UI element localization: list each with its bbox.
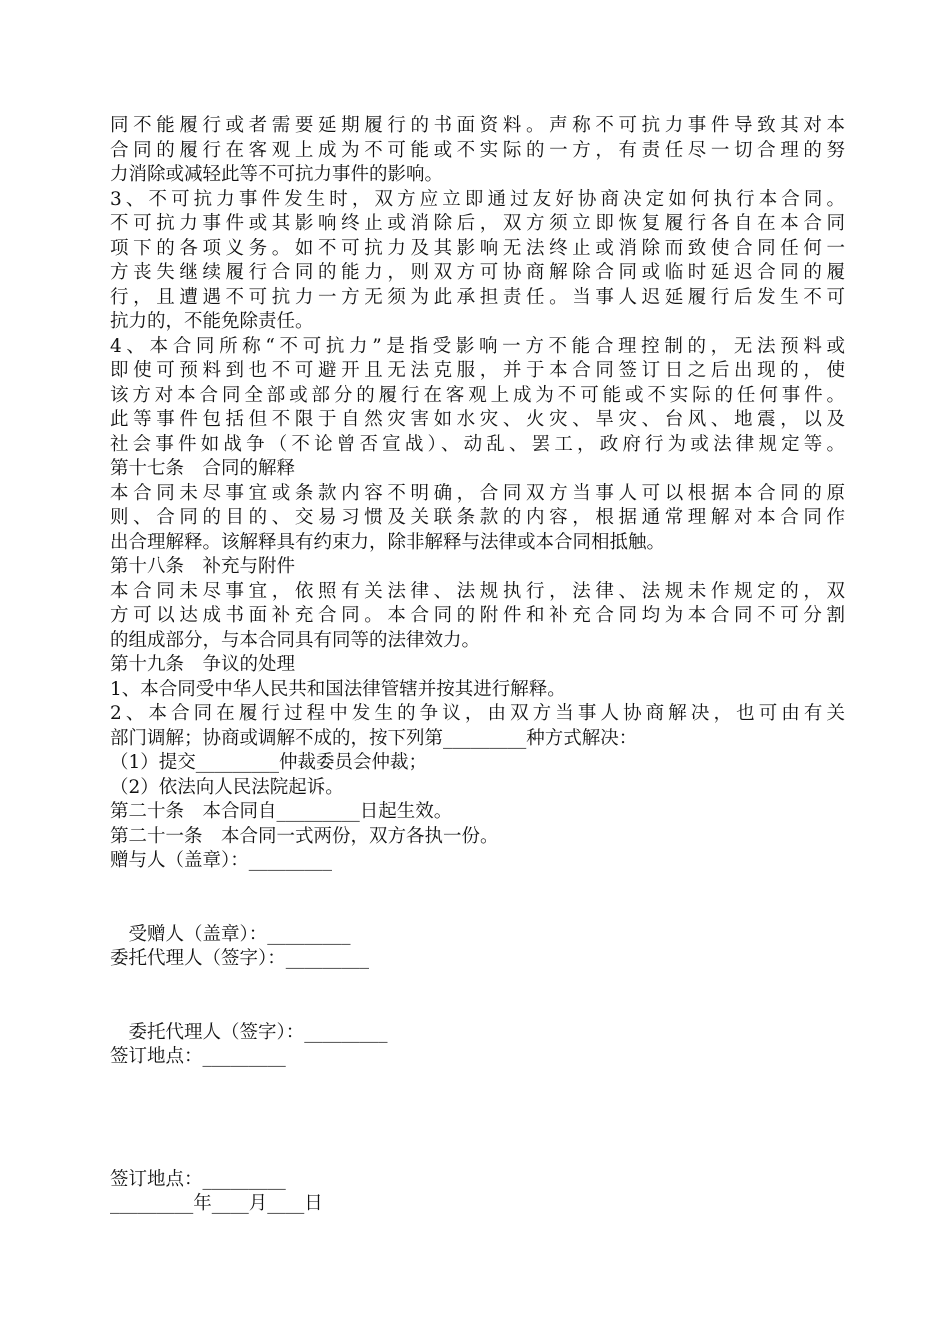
text-line: 1、本合同受中华人民共和国法律管辖并按其进行解释。: [110, 678, 566, 700]
agent-signature-line: 委托代理人（签字）：_________: [110, 948, 370, 969]
text-line: 部门调解；协商或调解不成的，按下列第_________种方式解决：: [110, 727, 638, 749]
text-line: 则、合同的目的、交易习惯及关联条款的内容，根据通常理解对本合同作: [110, 507, 845, 528]
agent-signature-line: 委托代理人（签字）：_________: [110, 1021, 388, 1043]
article-heading: 第二十一条 本合同一式两份，双方各执一份。: [110, 825, 499, 847]
spacer: [110, 972, 845, 1021]
text-line: 本合同未尽事宜，依照有关法律、法规执行，法律、法规未作规定的，双: [110, 580, 845, 602]
text-line: 合同的履行在客观上成为不可能或不实际的一方，有责任尽一切合理的努: [110, 139, 845, 161]
text-line: 的组成部分，与本合同具有同等的法律效力。: [110, 629, 481, 651]
article-heading: 第十八条 补充与附件: [110, 556, 296, 577]
contract-page: [110, 114, 845, 1217]
text-line: 项下的各项义务。如不可抗力及其影响无法终止或消除而致使合同任何一: [110, 237, 845, 259]
text-line: 方可以达成书面补充合同。本合同的附件和补充合同均为本合同不可分割: [110, 605, 845, 626]
text-line: 社会事件如战争（不论曾否宣战）、动乱、罢工，政府行为或法律规定等。: [110, 433, 845, 455]
text-line: （2）依法向人民法院起诉。: [110, 776, 344, 798]
signing-place-line: 签订地点：_________: [110, 1046, 286, 1067]
text-line: 抗力的，不能免除责任。: [110, 311, 314, 332]
text-line: 该方对本合同全部或部分的履行在客观上成为不可能或不实际的任何事件。: [110, 384, 845, 406]
text-line: 4、本合同所称“不可抗力”是指受影响一方不能合理控制的，无法预料或: [110, 335, 845, 357]
text-line: 2、本合同在履行过程中发生的争议，由双方当事人协商解决，也可由有关: [110, 703, 845, 724]
text-line: 力消除或减轻此等不可抗力事件的影响。: [110, 164, 444, 185]
spacer: [110, 1070, 845, 1168]
text-line: 出合理解释。该解释具有约束力，除非解释与法律或本合同相抵触。: [110, 531, 666, 553]
text-line: 同不能履行或者需要延期履行的书面资料。声称不可抗力事件导致其对本: [110, 115, 845, 136]
text-line: 方丧失继续履行合同的能力，则双方可协商解除合同或临时延迟合同的履: [110, 262, 845, 283]
donee-signature-line: 受赠人（盖章）：_________: [110, 923, 351, 945]
text-line: 本合同未尽事宜或条款内容不明确，合同双方当事人可以根据本合同的原: [110, 482, 845, 504]
text-line: 不可抗力事件或其影响终止或消除后，双方须立即恢复履行各自在本合同: [110, 213, 845, 234]
signing-date-line: _________年____月____日: [110, 1193, 323, 1214]
text-line: 行，且遭遇不可抗力一方无须为此承担责任。当事人迟延履行后发生不可: [110, 286, 845, 308]
donor-signature-line: 赠与人（盖章）：_________: [110, 850, 333, 871]
signing-place-line: 签订地点：_________: [110, 1168, 286, 1190]
text-line: 即使可预料到也不可避开且无法克服，并于本合同签订日之后出现的，使: [110, 360, 845, 381]
article-heading: 第二十条 本合同自_________日起生效。: [110, 801, 453, 822]
article-heading: 第十九条 争议的处理: [110, 654, 296, 675]
text-line: （1）提交_________仲裁委员会仲裁；: [110, 752, 428, 773]
article-heading: 第十七条 合同的解释: [110, 458, 296, 479]
text-line: 此等事件包括但不限于自然灾害如水灾、火灾、旱灾、台风、地震，以及: [110, 409, 845, 430]
text-line: 3、不可抗力事件发生时，双方应立即通过友好协商决定如何执行本合同。: [110, 188, 845, 210]
spacer: [110, 874, 845, 923]
